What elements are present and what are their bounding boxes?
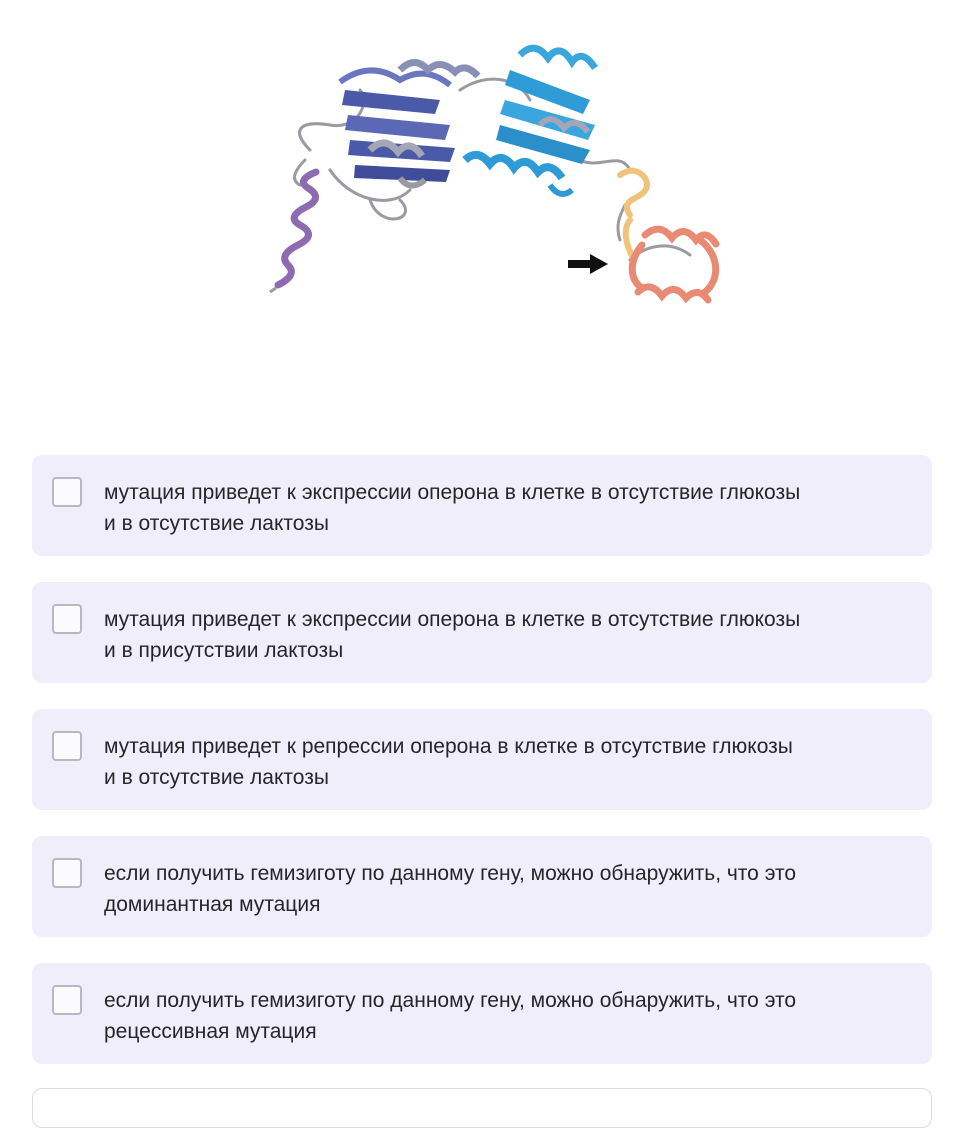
answer-option-text: мутация приведет к экспрессии оперона в клетке в отсутствие глюкозы и в отсутствие лактозы bbox=[104, 481, 801, 535]
protein-structure-figure bbox=[250, 30, 730, 330]
answer-option-1[interactable] bbox=[32, 455, 932, 556]
purple-helix bbox=[278, 172, 316, 285]
light-blue-domain bbox=[465, 48, 595, 194]
answer-option-text: если получить гемизиготу по данному гену, можно обнаружить, что это доминантная мутация bbox=[104, 862, 797, 916]
checkbox-icon[interactable] bbox=[52, 731, 82, 761]
answer-options bbox=[32, 455, 932, 1090]
answer-option-5[interactable] bbox=[32, 963, 932, 1064]
next-question-card bbox=[32, 1088, 932, 1128]
answer-option-text: мутация приведет к репрессии оперона в клетке в отсутствие глюкозы и в отсутствие лактозы bbox=[104, 735, 793, 789]
answer-option-text: если получить гемизиготу по данному гену, можно обнаружить, что это рецессивная мутация bbox=[104, 989, 797, 1043]
dark-blue-domain bbox=[340, 63, 478, 186]
answer-option-2[interactable] bbox=[32, 582, 932, 683]
checkbox-icon[interactable] bbox=[52, 604, 82, 634]
checkbox-icon[interactable] bbox=[52, 985, 82, 1015]
salmon-domain bbox=[632, 229, 716, 300]
answer-option-4[interactable] bbox=[32, 836, 932, 937]
arrow-right-icon bbox=[568, 254, 608, 274]
protein-structure-icon bbox=[250, 30, 730, 330]
checkbox-icon[interactable] bbox=[52, 477, 82, 507]
answer-option-text: мутация приведет к экспрессии оперона в клетке в отсутствие глюкозы и в присутствии лактозы bbox=[104, 608, 801, 662]
answer-option-3[interactable] bbox=[32, 709, 932, 810]
checkbox-icon[interactable] bbox=[52, 858, 82, 888]
